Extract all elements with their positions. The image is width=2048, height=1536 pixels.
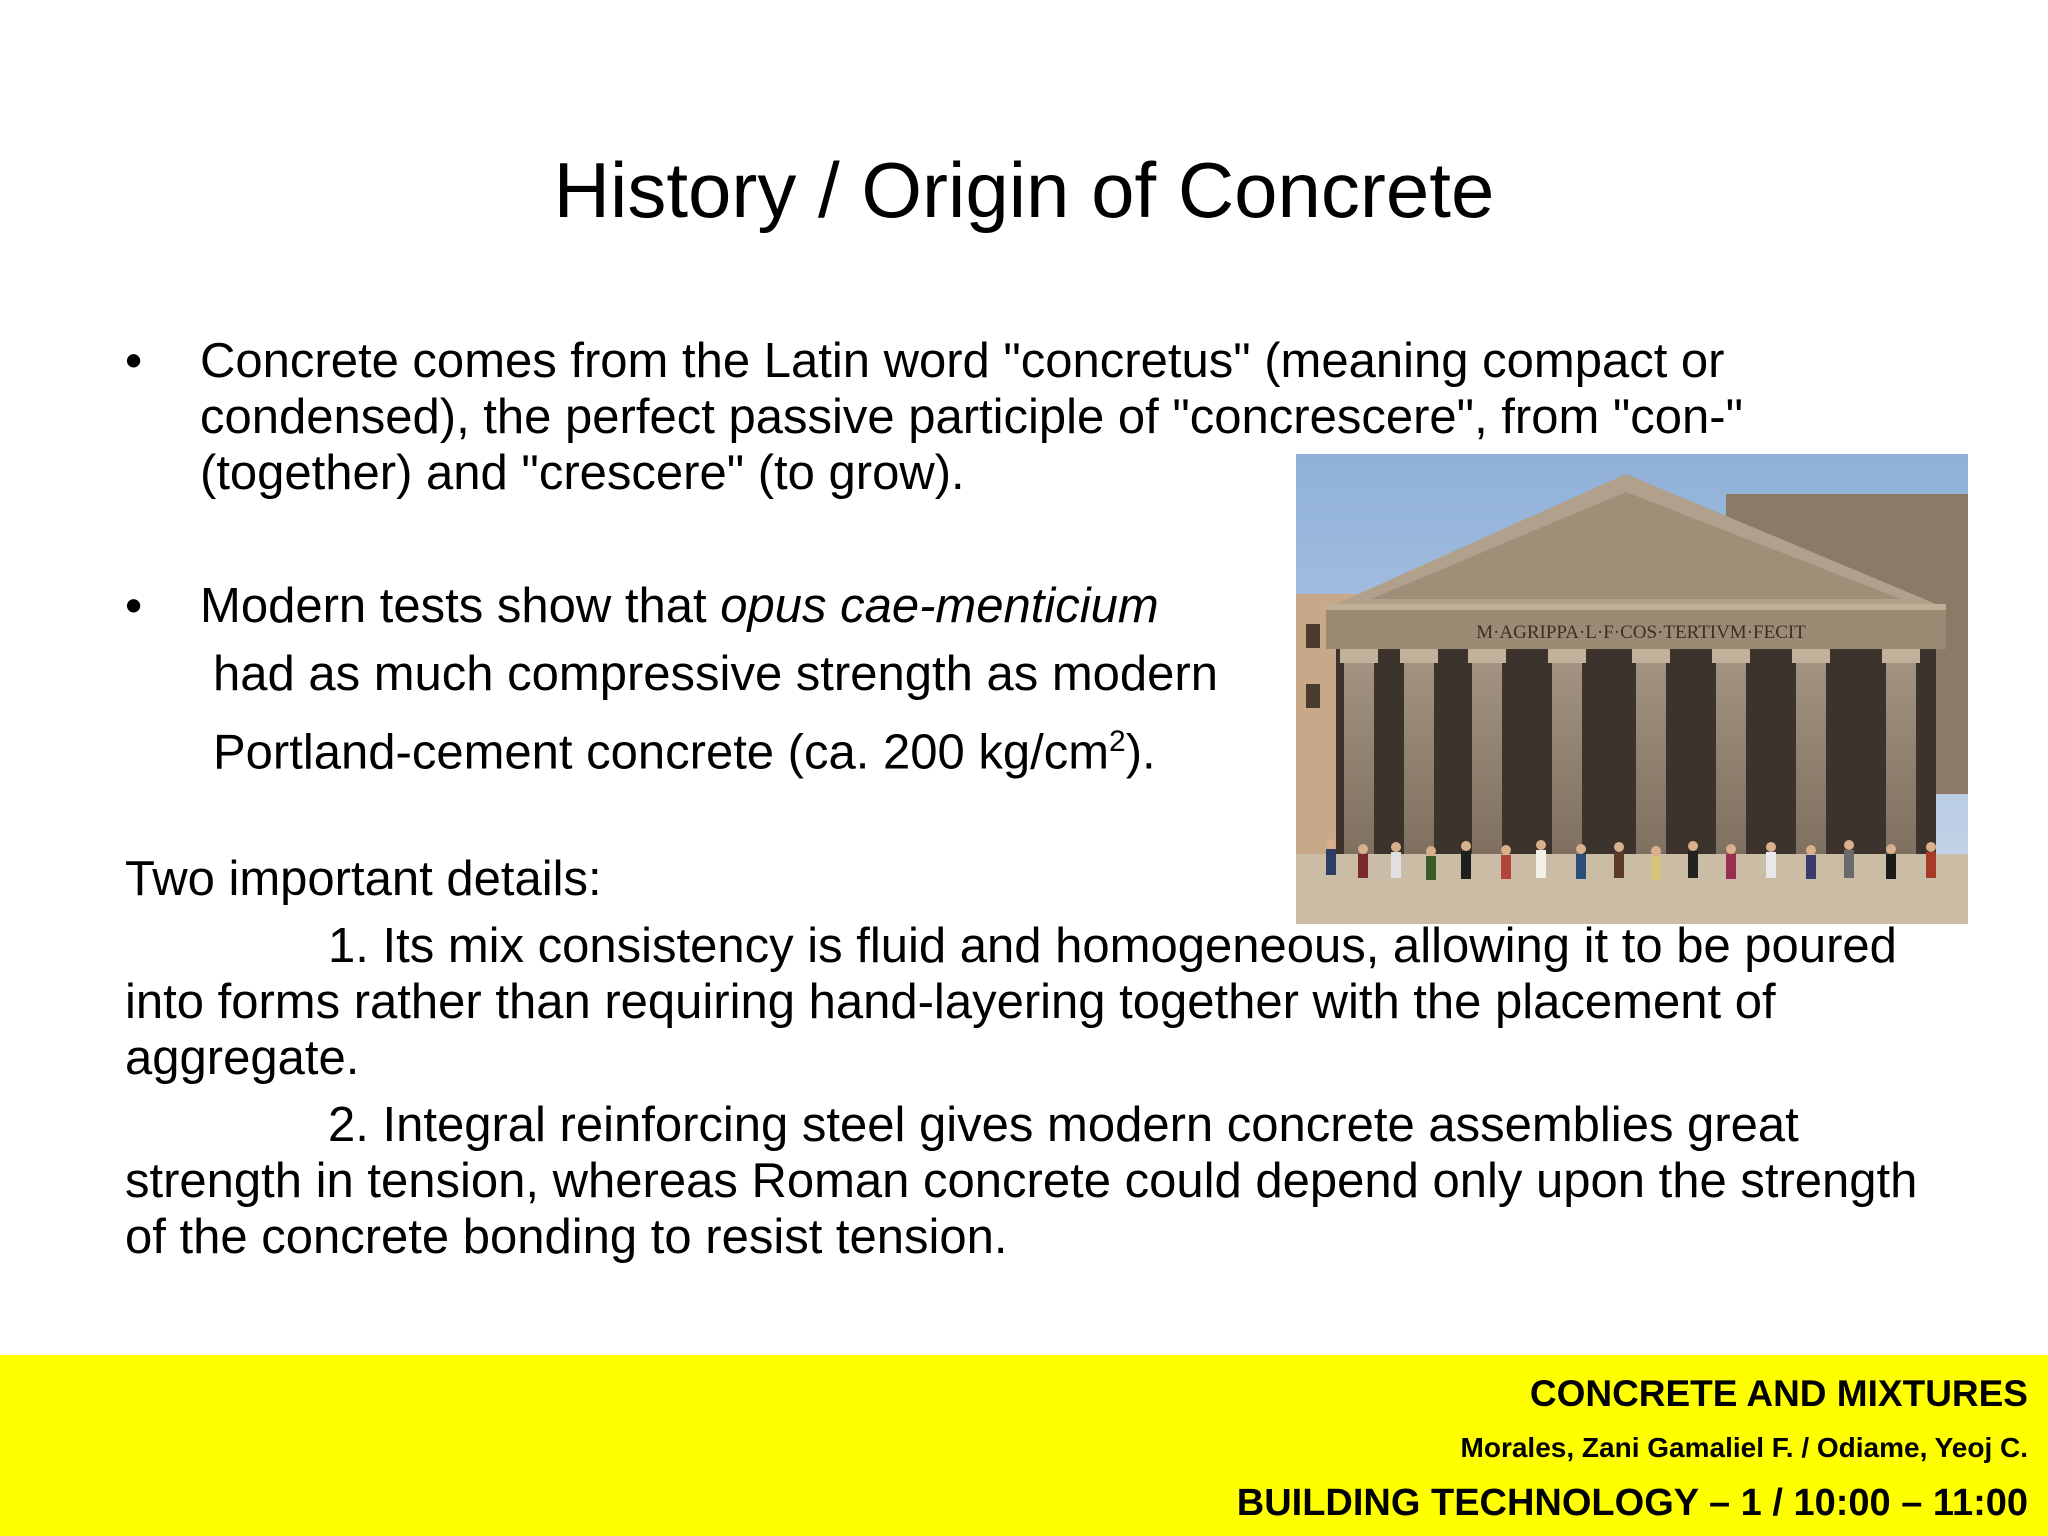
bullet-marker: • <box>125 334 143 388</box>
bullet-marker: • <box>125 579 143 633</box>
bullet-opus-line3 <box>213 714 1156 780</box>
footer-authors: Morales, Zani Gamaliel F. / Odiame, Yeoj C. <box>1460 1432 2028 1463</box>
bullet-opus-line3-end: ). <box>1125 725 1156 780</box>
footer-course-topic: CONCRETE AND MIXTURES <box>1529 1373 2028 1414</box>
slide-title: History / Origin of Concrete <box>553 146 1495 234</box>
bullet-opus-prefix: Modern tests show that <box>200 579 721 633</box>
bullet-opus-line1 <box>200 578 1159 634</box>
detail-item-2: 2. Integral reinforcing steel gives modern concrete assemblies great strength in tension, whereas Roman concrete could depend only upon the strength of the concrete bonding to resist tension. <box>125 1098 1918 1264</box>
superscript-two: 2 <box>1109 725 1126 758</box>
bullet-etymology: Concrete comes from the Latin word "concretus" (meaning compact or condensed), the perfect passive participle of "concrescere", from "con-" (together) and "crescere" (to grow). <box>200 334 1744 500</box>
portico-inscription: M·AGRIPPA·L·F·COS·TERTIVM·FECIT <box>1476 622 1806 643</box>
details-heading: Two important details: <box>125 852 602 906</box>
bullet-opus-italic: opus cae-menticium <box>720 579 1159 633</box>
detail-item-1: 1. Its mix consistency is fluid and homogeneous, allowing it to be poured into forms rather than requiring hand-layering together with the placement of aggregate. <box>125 919 1897 1085</box>
bullet-opus-line2: had as much compressive strength as modern <box>213 647 1218 701</box>
bullet-opus-line3-text: Portland-cement concrete (ca. 200 kg/cm <box>213 725 1110 780</box>
footer-class-schedule: BUILDING TECHNOLOGY – 1 / 10:00 – 11:00 <box>1236 1482 2028 1524</box>
